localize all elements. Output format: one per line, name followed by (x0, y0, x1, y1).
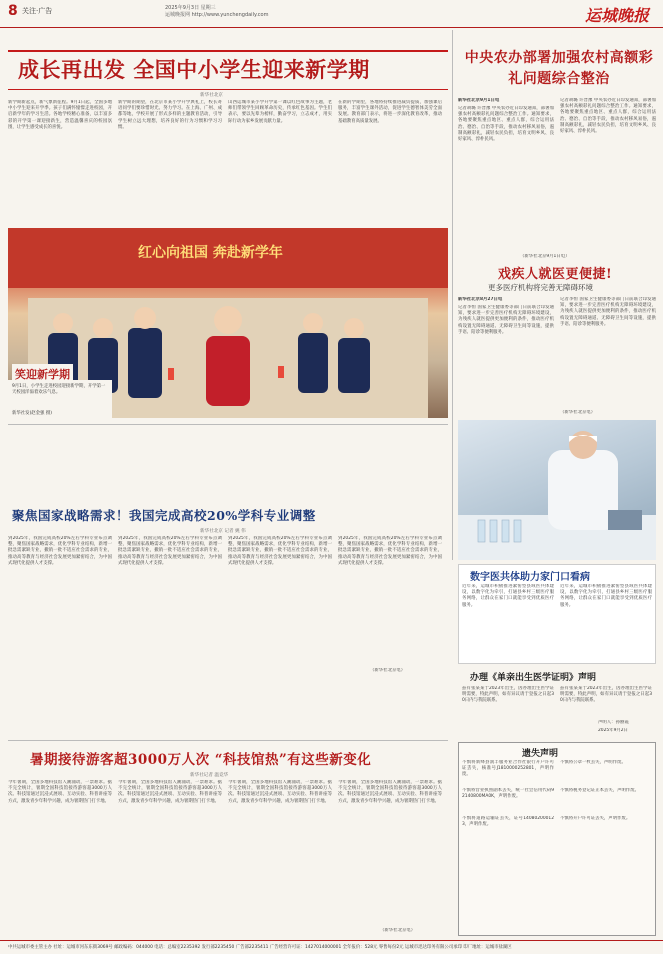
page-number: 8 (8, 3, 18, 19)
divider-line-2 (8, 740, 448, 741)
lost-notices-title: 遗失声明 (522, 749, 559, 759)
website-line: 运城晚报网 http://www.yunchengdaily.com (165, 12, 269, 18)
photo-banner-text: 红心向祖国 奔赴新学年 (138, 245, 283, 261)
story2-credit: （新华社北京9月1日电） (520, 254, 570, 259)
footer-info: 中共运城市委主管主办 社址：运城市河东东街3069号 邮政编码：044000 电话：总编室2235392 发行部2235450 广告部2235411 广告经营许可证：1427014000001 全年报价：528元 零售每份2元 运城市迅达印务有限公司承印 印厂地址：运城市盐湖区 (0, 940, 663, 954)
story5-col1: 今年暑期，全国多地科技馆人潮涌动，一票难求。据不完全统计，暑期全国科技馆接待游客超3000万人次。科技馆通过沉浸式展项、互动实验、科普讲座等方式，激发青少年科学兴趣，成为暑期热门打卡地。 (8, 780, 112, 804)
photo-caption: 9月1日，小学生走进校园迎接新学期，开学第一天校园洋溢着欢乐气息。 (12, 384, 106, 395)
cert-notice-body-a: 兹有张某某于2023年出生，因办理出生医学证明需要，特此声明，如有异议请于登报之日起30日内与我院联系。 (462, 686, 554, 704)
story1-headline: 成长再出发 全国中小学生迎来新学期 (18, 57, 370, 82)
story3-byline: 新华社北京8月27日电 (458, 297, 503, 302)
ad-banner-body-b: 近年来，运城市积极推进紧密型县域医共体建设，以数字化为牵引，打通县乡村三级医疗服务网络，让群众在家门口就能享受到优质医疗服务。 (560, 584, 652, 608)
lab-technician-illustration (458, 420, 656, 560)
story2-headline: 中央农办部署加强农村高额彩礼问题综合整治 (464, 50, 654, 87)
story5-credit: （新华社北京电） (380, 928, 416, 933)
lab-photo (458, 420, 656, 560)
story3-body-b: 记者李恒 国家卫生健康委等部门日前联合印发通知，要求进一步完善医疗机构无障碍环境建设，为残疾人就医提供更加便利的条件，推动医疗机构设置无障碍通道、无障碍卫生间等设施，提供手语、陪诊等便利服务。 (560, 297, 656, 327)
story5-headline: 暑期接待游客超3000万人次 “科技馆热”有这些新变化 (30, 752, 372, 768)
lost-notices-list-b (560, 760, 652, 844)
story2-byline: 新华社北京9月1日电 (458, 98, 500, 103)
lost-notice-item: 不慎将营业执照副本丢失，统一社会信用代码92140800MA0K，声明作废。 (462, 788, 554, 800)
lost-notice-item: 不慎将公章一枚丢失，声明作废。 (560, 760, 626, 765)
cert-notice-date: 2025年9月2日 (598, 728, 628, 733)
date-line: 2025年9月3日 星期三 (165, 5, 216, 11)
story1-col3: 山西运城市某小学开学第一课以红色故事为主题，老师们带领学生回顾革命历史，传承红色基因。学生们表示，要以先辈为榜样，勤奋学习，立志成才，用实际行动为家乡发展贡献力量。 (228, 100, 332, 124)
story1-col2: 新学期的期望，在北京市某小学开学典礼上，校长寄语同学们要珍惜时光、努力学习。在上海、广州、成都等地，学校开展了形式多样的主题教育活动，引导学生树立远大理想，培养良好的行为习惯和学习习惯。 (118, 100, 222, 130)
lost-notice-item: 不慎将税务登记证正本丢失，声明作废。 (560, 788, 640, 793)
story3-body-a: 记者李恒 国家卫生健康委等部门日前联合印发通知，要求进一步完善医疗机构无障碍环境建设，为残疾人就医提供更加便利的条件，推动医疗机构设置无障碍通道、无障碍卫生间等设施，提供手语、陪诊等便利服务。 (458, 305, 554, 335)
column-divider (452, 30, 453, 560)
cert-notice-body-b: 兹有张某某于2023年出生，因办理出生医学证明需要，特此声明，如有异议请于登报之日起30日内与我院联系。 (560, 686, 652, 704)
story4-credit: （新华社北京电） (370, 668, 406, 673)
date-block (165, 5, 268, 19)
story1-col1: 新学期新起点，新气象新征程。9月1日起，全国多地中小学生迎来开学季。孩子们满怀憧憬走进校园，开启新学年的学习生活。各地学校精心准备，以丰富多彩的开学第一课迎接新生，营造温馨喜庆的校园氛围，让学生感受成长的喜悦。 (8, 100, 112, 130)
story5-byline: 新华社记者 温竞华 (190, 773, 229, 778)
ad-banner-body-a: 近年来，运城市积极推进紧密型县域医共体建设，以数字化为牵引，打通县乡村三级医疗服务网络，让群众在家门口就能享受到优质医疗服务。 (462, 584, 554, 608)
story4-byline: 新华社北京 记者 姚 伟 (200, 529, 246, 534)
story5-col4: 今年暑期，全国多地科技馆人潮涌动，一票难求。据不完全统计，暑期全国科技馆接待游客超3000万人次。科技馆通过沉浸式展项、互动实验、科普讲座等方式，激发青少年科学兴趣，成为暑期热门打卡地。 (338, 780, 442, 804)
story2-body-b: 记者胡璐 许晋豫 中央农办近日印发通知，部署加强农村高额彩礼问题综合整治工作。通知要求，各地要聚焦重点地区、重点人群，综合运用法治、德治、自治等手段，推动农村移风易俗，遏制高额彩礼，减轻农民负担，培育文明乡风、良好家风、淳朴民风。 (560, 98, 656, 135)
masthead-bar (0, 0, 663, 28)
cert-notice-title: 办理《单亲出生医学证明》声明 (470, 673, 597, 683)
divider-line (8, 424, 448, 425)
story1-col4: 在新的学期里，各地将持续推进减负提质，加强课后服务，丰富学生课外活动，促进学生德智体美劳全面发展。教育部门表示，将进一步深化教育改革，推动基础教育高质量发展。 (338, 100, 442, 124)
story3-headline: 戏疾人就医更便捷! (498, 267, 613, 282)
photo-title: 笑迎新学期 (12, 364, 73, 384)
photo-credit: 新华社发(赵金强 摄) (12, 411, 52, 416)
story5-col2: 今年暑期，全国多地科技馆人潮涌动，一票难求。据不完全统计，暑期全国科技馆接待游客超3000万人次。科技馆通过沉浸式展项、互动实验、科普讲座等方式，激发青少年科学兴趣，成为暑期热门打卡地。 (118, 780, 222, 804)
lost-notice-item: 不慎将新绛县润丰服务业合作社银行开户许可证丢失，核准号J1810000252801，声明作废。 (462, 760, 554, 778)
story2-body-a: 记者胡璐 许晋豫 中央农办近日印发通知，部署加强农村高额彩礼问题综合整治工作。通知要求，各地要聚焦重点地区、重点人群，综合运用法治、德治、自治等手段，推动农村移风易俗，遏制高额彩礼，减轻农民负担，培育文明乡风、良好家风、淳朴民风。 (458, 106, 554, 143)
story5-col3: 今年暑期，全国多地科技馆人潮涌动，一票难求。据不完全统计，暑期全国科技馆接待游客超3000万人次。科技馆通过沉浸式展项、互动实验、科普讲座等方式，激发青少年科学兴趣，成为暑期热门打卡地。 (228, 780, 332, 804)
story4-col4: 到2025年，我国完成高校20%左右学科专业布点调整，聚焦国家战略需求，优化学科专业结构，新增一批急需紧缺专业，撤销一批不适应社会需求的专业，推动高等教育与经济社会发展更加紧密结合，为中国式现代化提供人才支撑。 (338, 536, 442, 566)
ad-banner-title: 数字医共体助力家门口看病 (470, 572, 590, 583)
newspaper-logo: 运城晚报 (585, 6, 650, 25)
section-label: 关注·广告 (22, 7, 53, 15)
story4-col2: 到2025年，我国完成高校20%左右学科专业布点调整，聚焦国家战略需求，优化学科专业结构，新增一批急需紧缺专业，撤销一批不适应社会需求的专业，推动高等教育与经济社会发展更加紧密结合，为中国式现代化提供人才支撑。 (118, 536, 222, 566)
story3-subhead: 更多医疗机构将完善无障碍环境 (488, 283, 593, 292)
story4-col1: 到2025年，我国完成高校20%左右学科专业布点调整，聚焦国家战略需求，优化学科专业结构，新增一批急需紧缺专业，撤销一批不适应社会需求的专业，推动高等教育与经济社会发展更加紧密结合，为中国式现代化提供人才支撑。 (8, 536, 112, 566)
story4-col3: 到2025年，我国完成高校20%左右学科专业布点调整，聚焦国家战略需求，优化学科专业结构，新增一批急需紧缺专业，撤销一批不适应社会需求的专业，推动高等教育与经济社会发展更加紧密结合，为中国式现代化提供人才支撑。 (228, 536, 332, 566)
story4-headline: 聚焦国家战略需求！我国完成高校20%学科专业调整 (12, 508, 316, 523)
lost-notice-item: 不慎将开户许可证丢失，声明作废。 (560, 816, 631, 821)
story1-byline: 新华社北京 (200, 93, 223, 98)
lost-notice-item: 不慎将道路运输证丢失，证号140802000123，声明作废。 (462, 816, 554, 828)
cert-notice-sign: 声明人：孙丽霞 (598, 720, 629, 725)
story3-credit: （新华社北京电） (560, 410, 596, 415)
